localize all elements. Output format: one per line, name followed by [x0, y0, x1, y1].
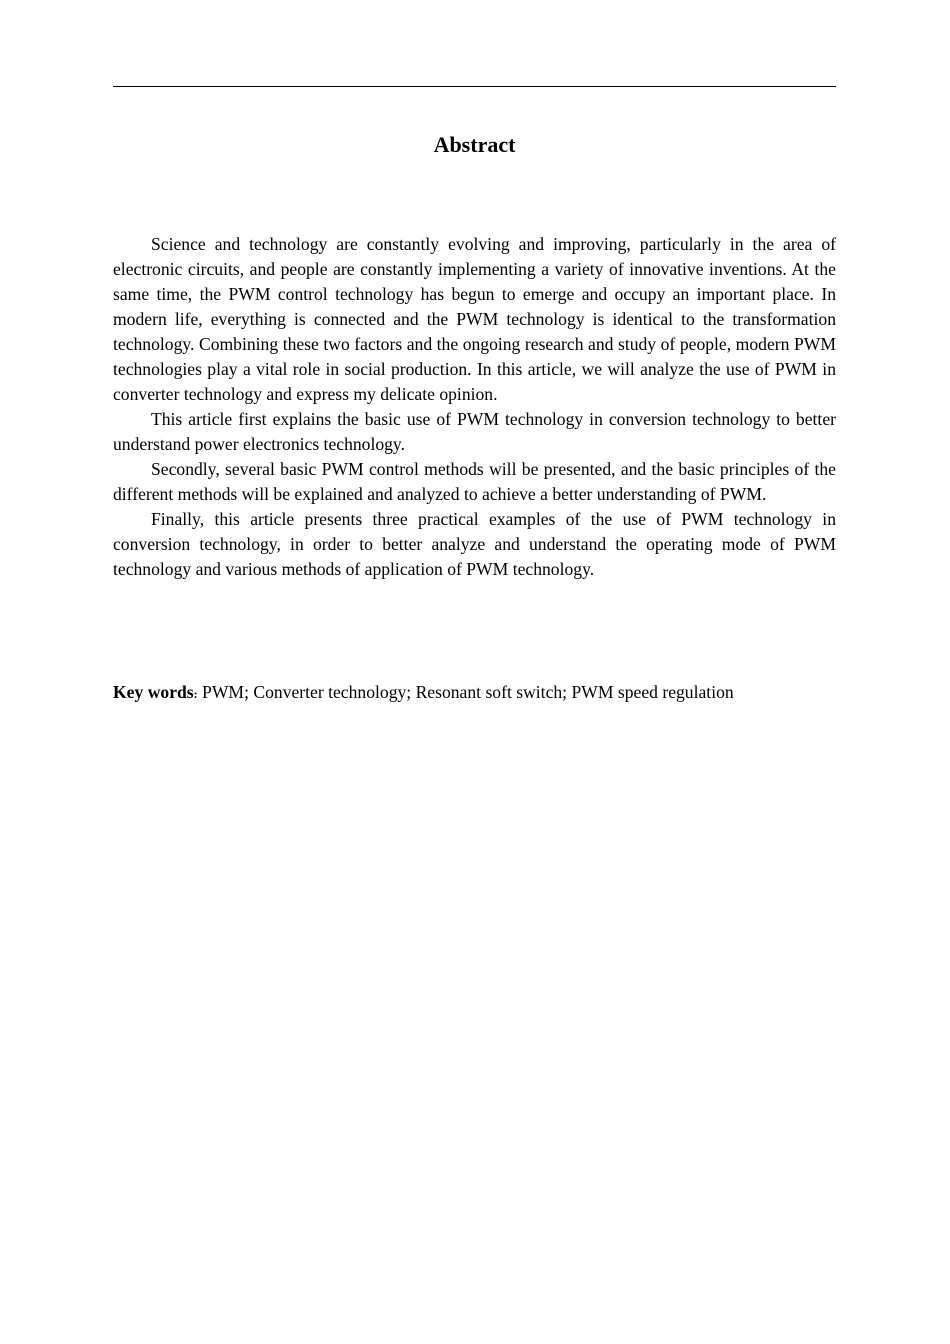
keywords-separator: : [193, 687, 198, 701]
abstract-body [113, 232, 836, 582]
keywords-label: Key words [113, 682, 194, 702]
page-title: Abstract [433, 132, 516, 157]
header-rule [113, 86, 836, 87]
abstract-paragraph-2: This article first explains the basic use of PWM technology in conversion technology to better understand power electronics technology. [113, 409, 836, 454]
abstract-paragraph-3: Secondly, several basic PWM control methods will be presented, and the basic principles of the different methods will be explained and analyzed to achieve a better understanding of PWM. [113, 459, 836, 504]
keywords-line [113, 680, 836, 707]
abstract-paragraph-4: Finally, this article presents three practical examples of the use of PWM technology in conversion technology, in order to better analyze and understand the operating mode of PWM technology and various methods of application of PWM technology. [113, 509, 836, 579]
keywords-text: PWM; Converter technology; Resonant soft switch; PWM speed regulation [197, 682, 734, 702]
abstract-paragraph-1: Science and technology are constantly evolving and improving, particularly in the area of electronic circuits, and people are constantly implementing a variety of innovative inventions. At the same time, the PWM control technology has begun to emerge and occupy an important place. In modern life, everything is connected and the PWM technology is identical to the transformation technology. Combining these two factors and the ongoing research and study of people, modern PWM technologies play a vital role in social production. In this article, we will analyze the use of PWM in converter technology and express my delicate opinion. [113, 234, 836, 404]
